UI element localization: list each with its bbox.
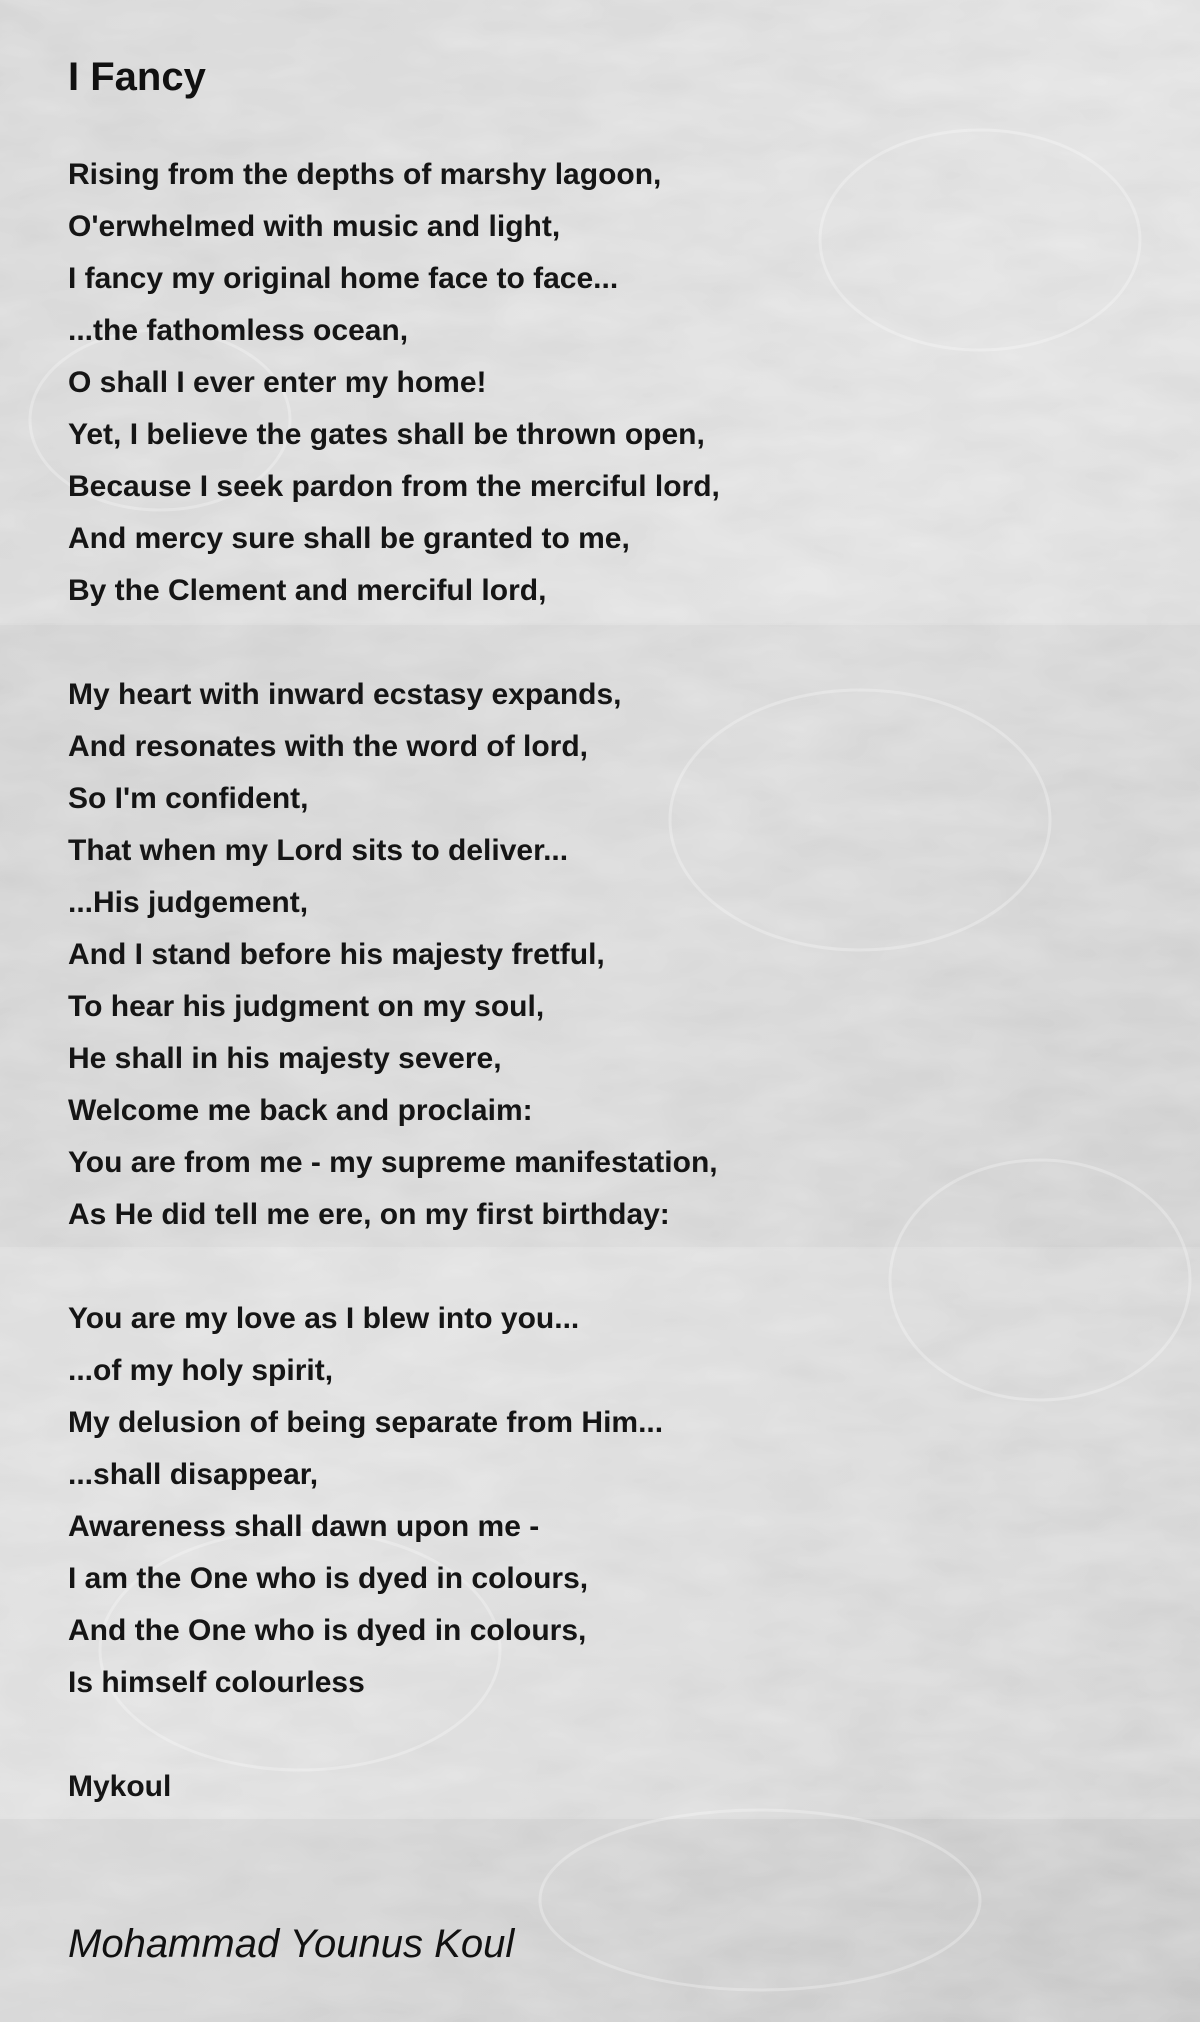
- poem-line: I am the One who is dyed in colours,: [68, 1562, 589, 1595]
- poem-line: To hear his judgment on my soul,: [68, 990, 545, 1023]
- stanza-gap: [68, 1241, 1168, 1293]
- poem-line: ...the fathomless ocean,: [68, 314, 409, 347]
- stanza-2: [68, 669, 1168, 1241]
- poem-line: Awareness shall dawn upon me -: [68, 1510, 540, 1543]
- poem-line: As He did tell me ere, on my first birthday:: [68, 1198, 670, 1231]
- poem-line: Yet, I believe the gates shall be thrown open,: [68, 418, 705, 451]
- poem-line: And the One who is dyed in colours,: [68, 1614, 587, 1647]
- poem-line: ...of my holy spirit,: [68, 1354, 334, 1387]
- poem-line: And I stand before his majesty fretful,: [68, 938, 605, 971]
- stanza-3: [68, 1293, 1168, 1709]
- poem-line: ...shall disappear,: [68, 1458, 319, 1491]
- poem-line: Rising from the depths of marshy lagoon,: [68, 158, 662, 191]
- author-signature: Mohammad Younus Koul: [68, 1922, 515, 1966]
- poem-line: You are from me - my supreme manifestation,: [68, 1146, 718, 1179]
- poem-line: By the Clement and merciful lord,: [68, 574, 547, 607]
- poem-line: And resonates with the word of lord,: [68, 730, 589, 763]
- poem-line: Because I seek pardon from the merciful lord,: [68, 470, 720, 503]
- poem-line: Is himself colourless: [68, 1666, 365, 1699]
- poem-line: Mykoul: [68, 1770, 172, 1803]
- poem-body: [68, 149, 1168, 1813]
- poem-line: I fancy my original home face to face...: [68, 262, 619, 295]
- poem-line: And mercy sure shall be granted to me,: [68, 522, 630, 555]
- poem-line: So I'm confident,: [68, 782, 309, 815]
- poem-line: O shall I ever enter my home!: [68, 366, 487, 399]
- poem-line: That when my Lord sits to deliver...: [68, 834, 569, 867]
- poem-title: I Fancy: [68, 55, 206, 99]
- poem-line: He shall in his majesty severe,: [68, 1042, 502, 1075]
- stanza-gap: [68, 617, 1168, 669]
- poem-line: My delusion of being separate from Him...: [68, 1406, 664, 1439]
- stanza-4: [68, 1761, 1168, 1813]
- poem-line: O'erwhelmed with music and light,: [68, 210, 561, 243]
- poem-line: Welcome me back and proclaim:: [68, 1094, 533, 1127]
- poem-line: My heart with inward ecstasy expands,: [68, 678, 622, 711]
- stanza-1: [68, 149, 1168, 617]
- poem-line: You are my love as I blew into you...: [68, 1302, 580, 1335]
- poem-line: ...His judgement,: [68, 886, 309, 919]
- stanza-gap: [68, 1709, 1168, 1761]
